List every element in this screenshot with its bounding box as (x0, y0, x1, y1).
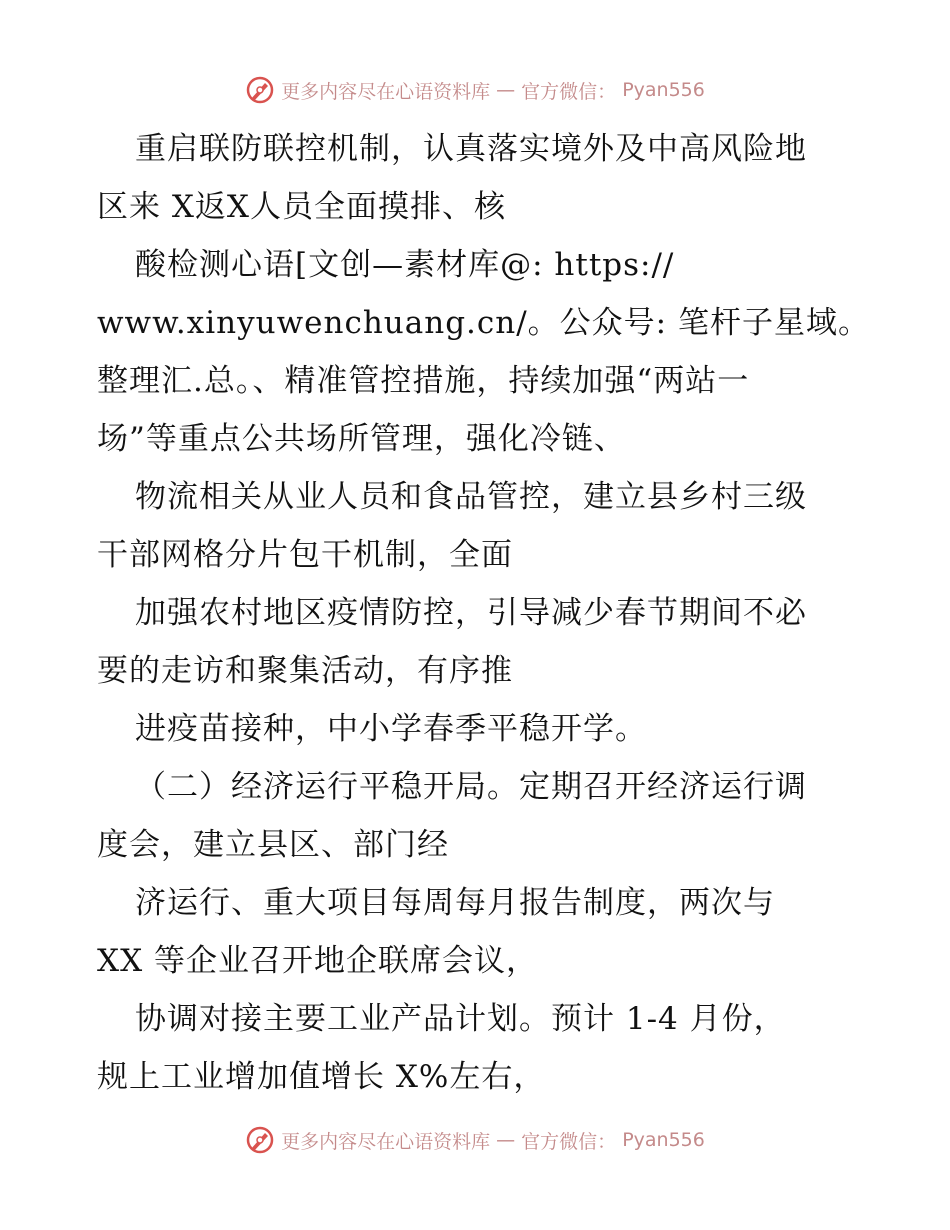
text-line: 进疫苗接种，中小学春季平稳开学。 (135, 711, 647, 747)
text-line: 协调对接主要工业产品计划。预计 1-4 月份， (135, 1001, 786, 1037)
text-line: 整理汇.总。、精准管控措施，持续加强“两站一 (97, 363, 750, 399)
header-watermark (0, 70, 950, 110)
text-line: 场”等重点公共场所管理，强化冷链、 (97, 421, 626, 457)
watermark-account: Pyan556 (622, 79, 705, 101)
text-line: XX 等企业召开地企联席会议， (97, 943, 538, 979)
text-line: 物流相关从业人员和食品管控，建立县乡村三级 (135, 479, 807, 515)
text-line: 干部网格分片包干机制，全面 (97, 537, 513, 573)
watermark-brand-text: 更多内容尽在心语资料库 (281, 80, 491, 103)
watermark-official-text: 官方微信： (521, 80, 617, 103)
text-line: 酸检测心语[文创—素材库@: https:// (135, 247, 675, 283)
watermark-account: Pyan556 (622, 1129, 705, 1151)
text-line: 规上工业增加值增长 X%左右， (97, 1059, 546, 1095)
pen-logo-icon (245, 1125, 275, 1155)
document-body (97, 120, 870, 1106)
watermark-separator: — (496, 1129, 516, 1151)
watermark-official-text: 官方微信： (521, 1130, 617, 1153)
text-line: 济运行、重大项目每周每月报告制度，两次与 (135, 885, 775, 921)
watermark-separator: — (496, 79, 516, 101)
text-line: www.xinyuwenchuang.cn/。公众号: 笔杆子星域。 (97, 305, 870, 341)
text-line: （二）经济运行平稳开局。定期召开经济运行调 (135, 769, 807, 805)
pen-logo-icon (245, 75, 275, 105)
footer-watermark (0, 1120, 950, 1160)
text-line: 要的走访和聚集活动，有序推 (97, 653, 513, 689)
text-line: 加强农村地区疫情防控，引导减少春节期间不必 (135, 595, 807, 631)
text-line: 重启联防联控机制，认真落实境外及中高风险地 (135, 131, 807, 167)
watermark-brand-text: 更多内容尽在心语资料库 (281, 1130, 491, 1153)
text-line: 度会，建立县区、部门经 (97, 827, 449, 863)
text-line: 区来 X返X人员全面摸排、核 (97, 189, 506, 225)
